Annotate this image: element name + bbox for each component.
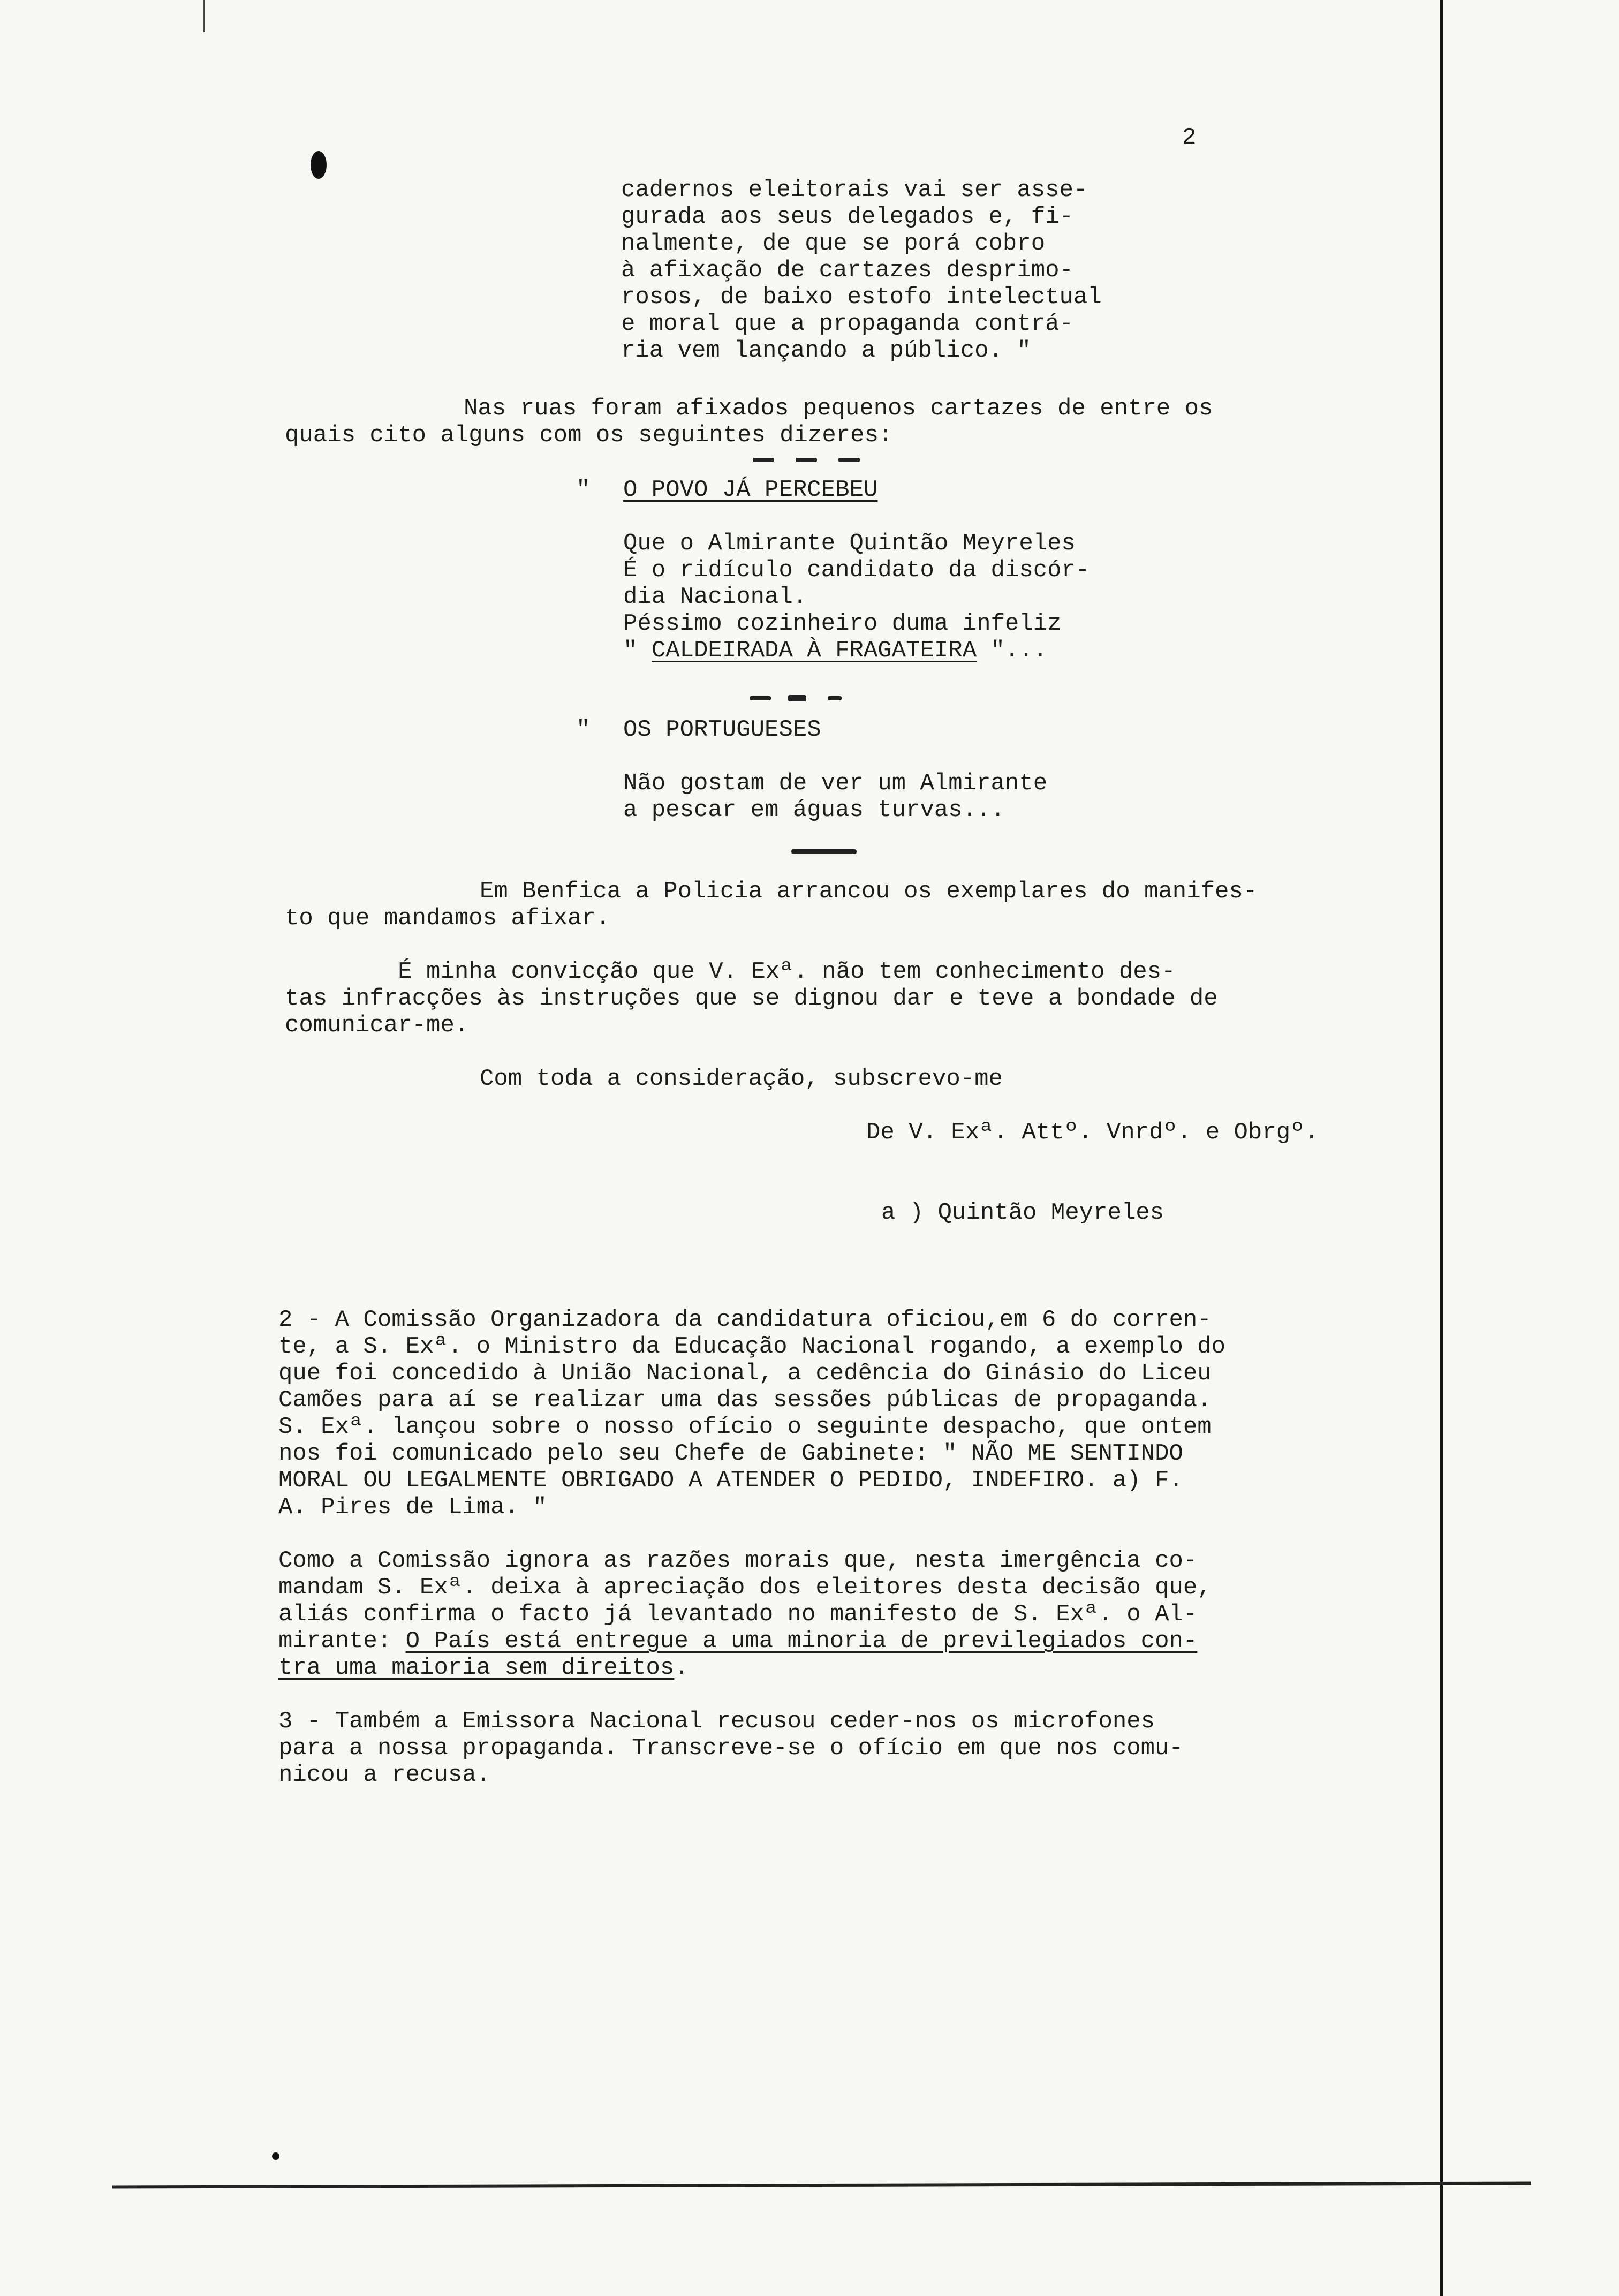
conviccao-line [285, 958, 1218, 985]
section-3 [278, 1708, 1183, 1788]
bottom-rule [112, 2182, 1531, 2189]
section2-line: nos foi comunicado pelo seu Chefe de Gabinete: " NÃO ME SENTINDO [278, 1440, 1183, 1467]
section2-line: te, a S. Exª. o Ministro da Educação Nacional rogando, a exemplo do [278, 1333, 1226, 1360]
poster2-line: a pescar em águas turvas... [623, 797, 1005, 824]
posters-intro-line2: quais cito alguns com os seguintes dizeres: [285, 422, 893, 449]
separator-bar [791, 849, 857, 854]
section3-line: 3 - Também a Emissora Nacional recusou ceder-nos os microfones [278, 1708, 1155, 1735]
comissao-paragraph [278, 1547, 1212, 1681]
closing-formula: De V. Exª. Attº. Vnrdº. e Obrgº. [866, 1119, 1319, 1146]
comissao-underlined: tra uma maioria sem direitos [278, 1655, 675, 1681]
closing-salutation: Com toda a consideração, subscrevo-me [480, 1066, 1003, 1092]
poster1-line: Que o Almirante Quintão Meyreles [623, 530, 1076, 557]
section2-line: A. Pires de Lima. " [278, 1494, 547, 1521]
separator-dash [788, 695, 806, 701]
page-number: 2 [1182, 124, 1197, 151]
separator-dash [838, 458, 860, 462]
comissao-almirante: mirante: [278, 1628, 406, 1655]
section3-line: para a nossa propaganda. Transcreve-se o ofício em que nos comu- [278, 1735, 1183, 1762]
quote-end [621, 177, 1102, 364]
right-margin-rule [1440, 0, 1443, 2296]
quote-line: nalmente, de que se porá cobro [621, 230, 1046, 257]
poster1-last-close: "... [990, 637, 1048, 664]
poster2-body [623, 770, 1047, 824]
quote-line: à afixação de cartazes desprimo- [621, 257, 1073, 284]
poster1-title: O POVO JÁ PERCEBEU [623, 477, 878, 503]
poster1-body [623, 530, 1090, 664]
posters-intro-line1: Nas ruas foram afixados pequenos cartazes de entre os [464, 395, 1213, 422]
poster1-line: dia Nacional. [623, 584, 807, 610]
comissao-line: Como a Comissão ignora as razões morais que, nesta imergência co- [278, 1547, 1198, 1574]
separator-dash [750, 696, 771, 700]
comissao-line [278, 1655, 1212, 1681]
quote-line: cadernos eleitorais vai ser asse- [621, 177, 1088, 203]
poster1-last-line [623, 637, 1090, 664]
comissao-period: . [674, 1655, 689, 1681]
ink-blot [311, 151, 327, 179]
benfica-line2: to que mandamos afixar. [285, 905, 610, 932]
benfica-line1: Em Benfica a Policia arrancou os exemplares do manifes- [480, 878, 1258, 905]
poster1-line: É o ridículo candidato da discór- [623, 557, 1090, 584]
ink-dot [272, 2152, 279, 2160]
poster1-quote-mark: " [576, 477, 591, 503]
conviccao-paragraph [285, 958, 1218, 1039]
poster2-title: OS PORTUGUESES [623, 716, 821, 743]
comissao-underlined: O País está entregue a uma minoria de previlegiados con- [405, 1628, 1198, 1655]
quote-line: gurada aos seus delegados e, fi- [621, 203, 1073, 230]
comissao-line [278, 1628, 1212, 1655]
separator-dash [828, 696, 842, 700]
conviccao-line: tas infracções às instruções que se dignou dar e teve a bondade de [285, 985, 1218, 1012]
section-2 [278, 1306, 1225, 1521]
comissao-line: mandam S. Exª. deixa à apreciação dos eleitores desta decisão que, [278, 1574, 1212, 1601]
section2-line: S. Exª. lançou sobre o nosso ofício o seguinte despacho, que ontem [278, 1414, 1212, 1440]
quote-line: e moral que a propaganda contrá- [621, 311, 1073, 337]
signature: a ) Quintão Meyreles [881, 1199, 1164, 1226]
section2-line: Camões para aí se realizar uma das sessões públicas de propaganda. [278, 1387, 1212, 1414]
quote-line: ria vem lançando a público. " [621, 337, 1031, 364]
poster1-line: Péssimo cozinheiro duma infeliz [623, 610, 1062, 637]
margin-mark [203, 0, 205, 32]
conviccao-line-text: É minha convicção que V. Exª. não tem conhecimento des- [398, 958, 1176, 985]
poster1-caldeirada: CALDEIRADA À FRAGATEIRA [651, 637, 977, 664]
quote-line: rosos, de baixo estofo intelectual [621, 284, 1102, 311]
section2-line: MORAL OU LEGALMENTE OBRIGADO A ATENDER O PEDIDO, INDEFIRO. a) F. [278, 1467, 1183, 1494]
poster2-quote-mark: " [576, 716, 591, 743]
section2-line: 2 - A Comissão Organizadora da candidatura oficiou,em 6 do corren- [278, 1306, 1212, 1333]
separator-dash [753, 458, 774, 462]
section2-line: que foi concedido à União Nacional, a cedência do Ginásio do Liceu [278, 1360, 1212, 1387]
separator-dash [796, 458, 817, 462]
section3-line: nicou a recusa. [278, 1762, 491, 1788]
conviccao-line: comunicar-me. [285, 1012, 469, 1039]
poster1-last-quote: " [623, 637, 638, 664]
comissao-line: aliás confirma o facto já levantado no manifesto de S. Exª. o Al- [278, 1601, 1198, 1628]
poster2-line: Não gostam de ver um Almirante [623, 770, 1048, 797]
